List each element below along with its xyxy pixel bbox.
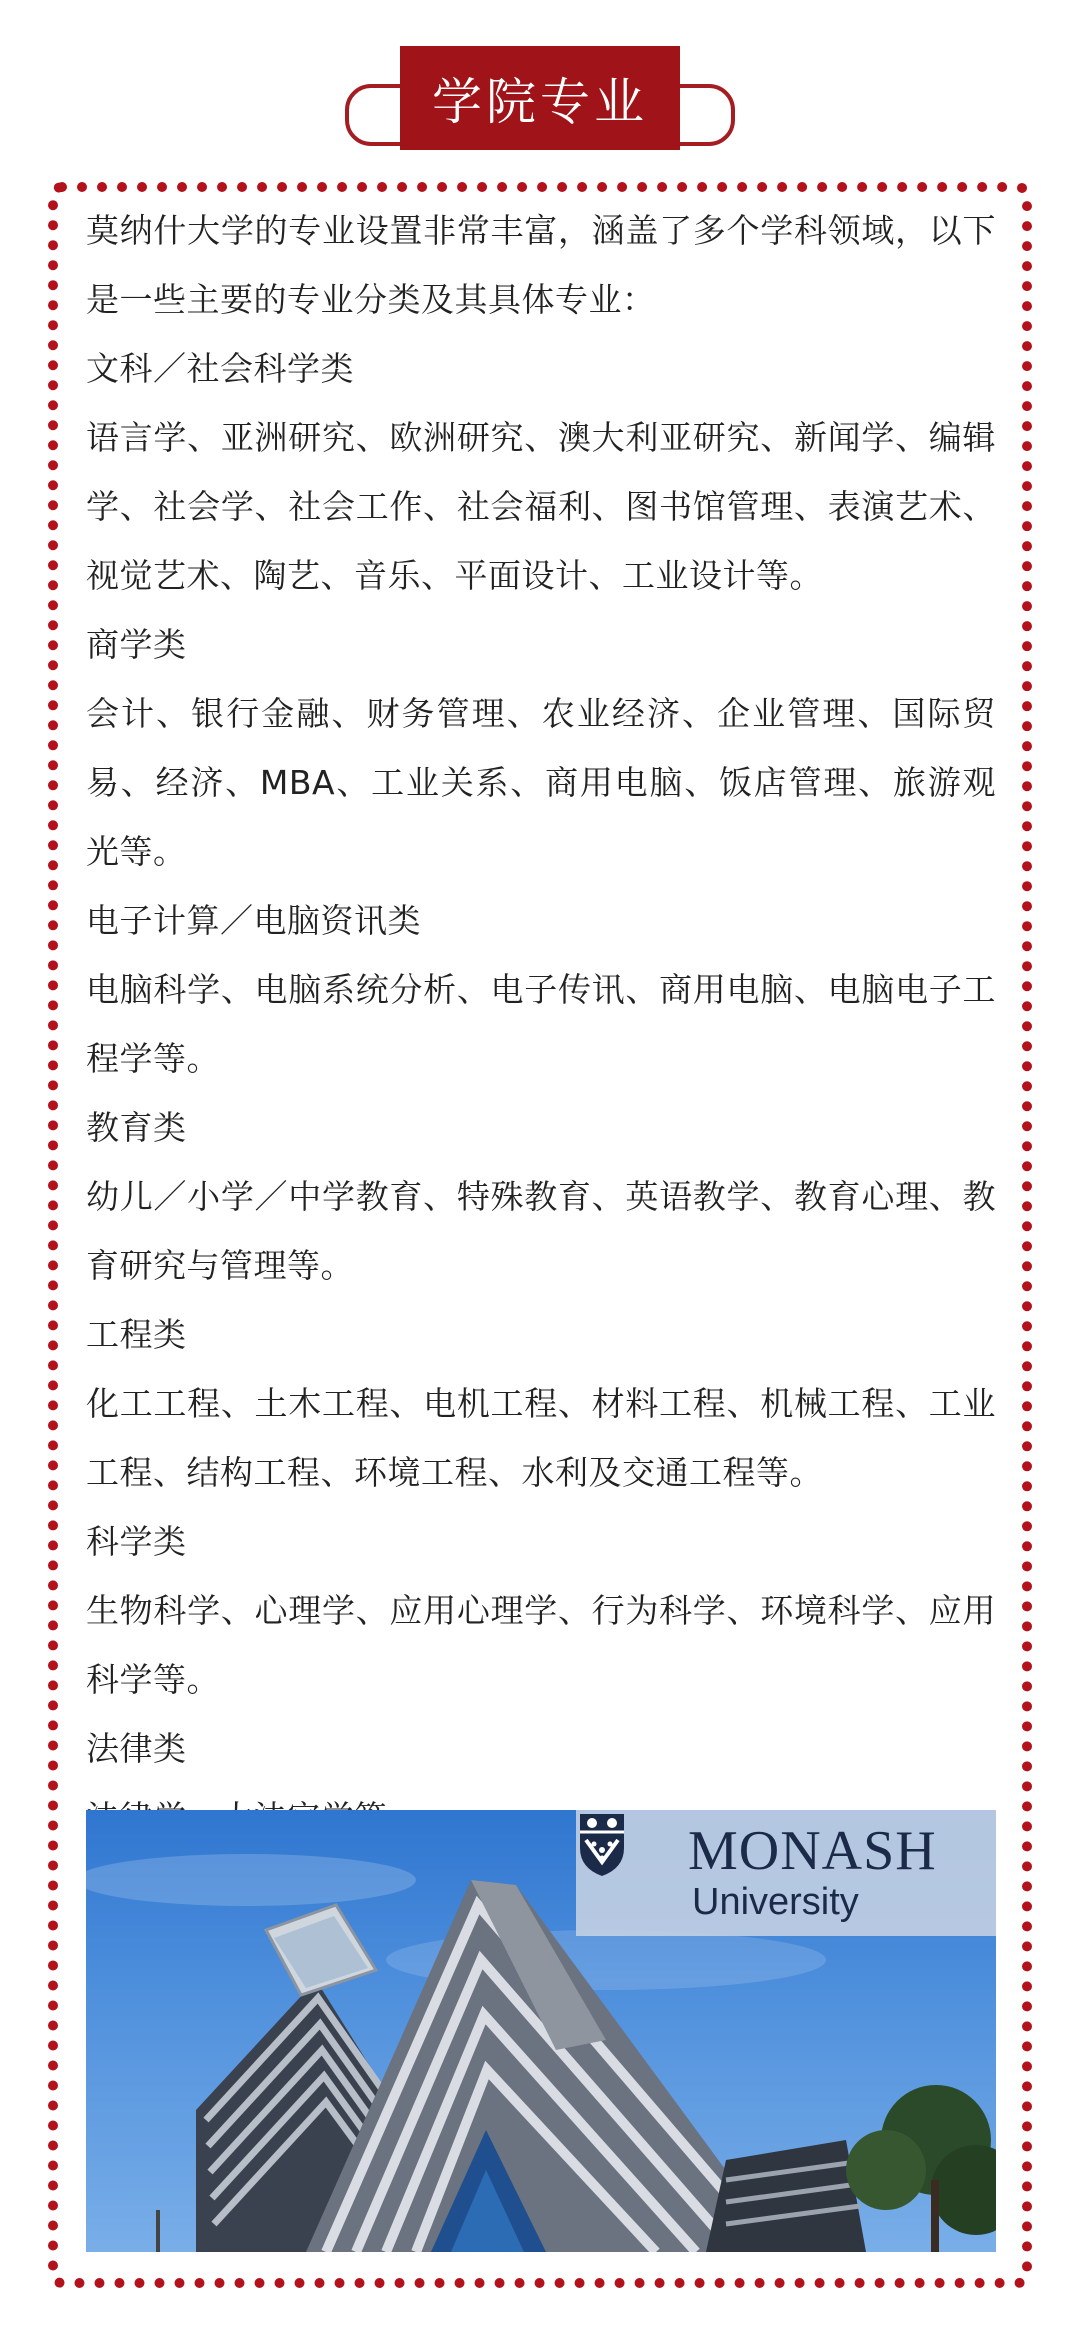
category-list-science: 生物科学、心理学、应用心理学、行为科学、环境科学、应用科学等。 (86, 1591, 996, 1699)
category-heading-arts: 文科／社会科学类 (86, 349, 354, 388)
category-heading-computing: 电子计算／电脑资讯类 (86, 901, 421, 940)
category-heading-business: 商学类 (86, 625, 187, 664)
category-heading-education: 教育类 (86, 1108, 187, 1147)
content-body (86, 196, 996, 1852)
category-heading-science: 科学类 (86, 1522, 187, 1561)
category-list-business: 会计、银行金融、财务管理、农业经济、企业管理、国际贸易、经济、MBA、工业关系、商用电脑、饭店管理、旅游观光等。 (86, 694, 996, 871)
category-heading-law: 法律类 (86, 1729, 187, 1768)
university-logo (576, 1810, 996, 1936)
campus-photo (86, 1810, 996, 2252)
header-tab (400, 46, 680, 150)
intro-paragraph: 莫纳什大学的专业设置非常丰富，涵盖了多个学科领域，以下是一些主要的专业分类及其具体专业： (86, 211, 996, 319)
category-list-arts: 语言学、亚洲研究、欧洲研究、澳大利亚研究、新闻学、编辑学、社会学、社会工作、社会福利、图书馆管理、表演艺术、视觉艺术、陶艺、音乐、平面设计、工业设计等。 (86, 418, 996, 595)
category-list-engineering: 化工工程、土木工程、电机工程、材料工程、机械工程、工业工程、结构工程、环境工程、水利及交通工程等。 (86, 1384, 996, 1492)
category-list-education: 幼儿／小学／中学教育、特殊教育、英语教学、教育心理、教育研究与管理等。 (86, 1177, 996, 1285)
category-heading-engineering: 工程类 (86, 1315, 187, 1354)
crest-icon (576, 1810, 628, 1878)
category-list-computing: 电脑科学、电脑系统分析、电子传讯、商用电脑、电脑电子工程学等。 (86, 970, 996, 1078)
section-title: 学院专业 (432, 73, 648, 131)
logo-subtitle: University (692, 1881, 859, 1923)
section-header (0, 0, 1080, 170)
logo-name: MONASH (688, 1820, 937, 1882)
